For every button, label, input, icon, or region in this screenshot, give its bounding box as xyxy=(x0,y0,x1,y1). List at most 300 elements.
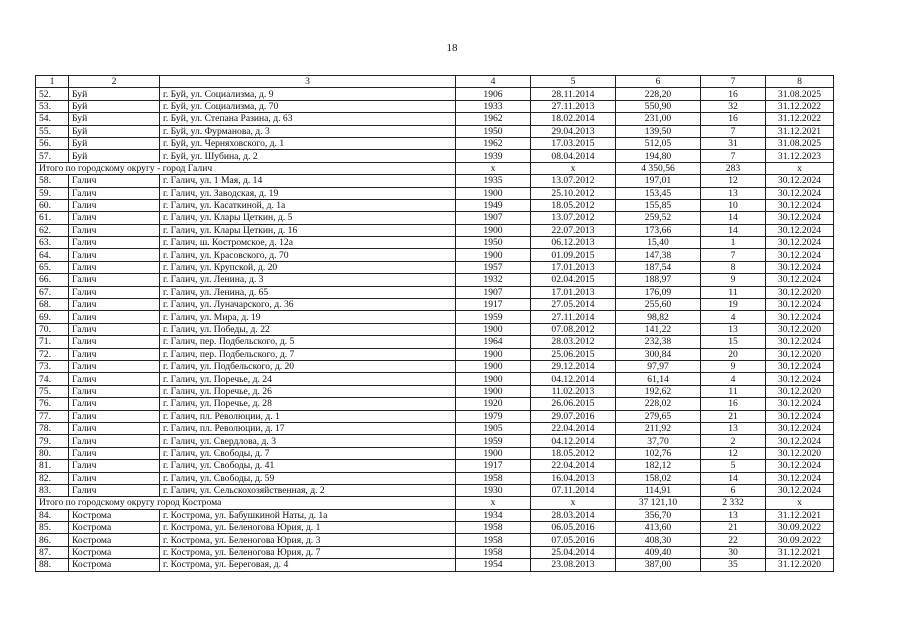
count-cell: 6 xyxy=(701,484,766,496)
city-cell: Галич xyxy=(69,274,160,286)
table-row xyxy=(36,336,834,348)
table-row xyxy=(36,299,834,311)
row-number: 76. xyxy=(36,398,69,410)
year-cell: 1900 xyxy=(456,385,531,397)
address-cell: г. Галич, ул. Красовского, д. 70 xyxy=(160,249,456,261)
count-cell: 11 xyxy=(701,385,766,397)
city-cell: Галич xyxy=(69,435,160,447)
city-cell: Галич xyxy=(69,199,160,211)
city-cell: Галич xyxy=(69,311,160,323)
table-row xyxy=(36,435,834,447)
row-number: 79. xyxy=(36,435,69,447)
count-cell: 4 xyxy=(701,311,766,323)
year-cell: 1907 xyxy=(456,286,531,298)
row-number: 53. xyxy=(36,100,69,112)
address-cell: г. Кострома, ул. Бабушкиной Наты, д. 1а xyxy=(160,509,456,521)
city-cell: Буй xyxy=(69,88,160,100)
year-cell: 1949 xyxy=(456,199,531,211)
deadline-cell: 30.12.2024 xyxy=(766,237,834,249)
area-cell: 176,09 xyxy=(616,286,701,298)
date-cell: х xyxy=(531,162,616,174)
row-number: 59. xyxy=(36,187,69,199)
city-cell: Кострома xyxy=(69,534,160,546)
row-number: 84. xyxy=(36,509,69,521)
area-cell: 408,30 xyxy=(616,534,701,546)
housing-table xyxy=(35,75,834,572)
table-row xyxy=(36,286,834,298)
address-cell: г. Галич, ул. Луначарского, д. 36 xyxy=(160,299,456,311)
area-cell: 194,80 xyxy=(616,150,701,162)
area-cell: 141,22 xyxy=(616,323,701,335)
table-row xyxy=(36,323,834,335)
year-cell: 1917 xyxy=(456,299,531,311)
city-cell: Галич xyxy=(69,299,160,311)
deadline-cell: 30.09.2022 xyxy=(766,522,834,534)
column-header: 3 xyxy=(160,76,456,88)
year-cell: 1958 xyxy=(456,522,531,534)
count-cell: 5 xyxy=(701,460,766,472)
deadline-cell: 30.12.2024 xyxy=(766,249,834,261)
table-row xyxy=(36,237,834,249)
area-cell: 300,84 xyxy=(616,348,701,360)
date-cell: 27.05.2014 xyxy=(531,299,616,311)
area-cell: 279,65 xyxy=(616,410,701,422)
table-row xyxy=(36,311,834,323)
row-number: 64. xyxy=(36,249,69,261)
city-cell: Кострома xyxy=(69,546,160,558)
address-cell: г. Кострома, ул. Береговая, д. 4 xyxy=(160,559,456,571)
year-cell: 1959 xyxy=(456,311,531,323)
table-row xyxy=(36,472,834,484)
count-cell: 19 xyxy=(701,299,766,311)
year-cell: 1906 xyxy=(456,88,531,100)
address-cell: г. Галич, ул. Ленина, д. 3 xyxy=(160,274,456,286)
column-header: 8 xyxy=(766,76,834,88)
count-cell: 13 xyxy=(701,187,766,199)
date-cell: 07.11.2014 xyxy=(531,484,616,496)
area-cell: 211,92 xyxy=(616,422,701,434)
year-cell: 1939 xyxy=(456,150,531,162)
city-cell: Галич xyxy=(69,360,160,372)
row-number: 70. xyxy=(36,323,69,335)
date-cell: 01.09.2015 xyxy=(531,249,616,261)
address-cell: г. Галич, ул. Победы, д. 22 xyxy=(160,323,456,335)
deadline-cell: 30.12.2024 xyxy=(766,274,834,286)
count-cell: 21 xyxy=(701,522,766,534)
date-cell: 25.10.2012 xyxy=(531,187,616,199)
deadline-cell: 30.12.2024 xyxy=(766,484,834,496)
year-cell: х xyxy=(456,497,531,509)
date-cell: 13.07.2012 xyxy=(531,175,616,187)
deadline-cell: х xyxy=(766,497,834,509)
date-cell: 29.07.2016 xyxy=(531,410,616,422)
deadline-cell: 31.12.2023 xyxy=(766,150,834,162)
deadline-cell: 31.12.2021 xyxy=(766,546,834,558)
count-cell: 9 xyxy=(701,274,766,286)
count-cell: 2 332 xyxy=(701,497,766,509)
area-cell: 102,76 xyxy=(616,447,701,459)
year-cell: 1950 xyxy=(456,237,531,249)
date-cell: 22.07.2013 xyxy=(531,224,616,236)
date-cell: 18.05.2012 xyxy=(531,199,616,211)
year-cell: 1920 xyxy=(456,398,531,410)
date-cell: 06.05.2016 xyxy=(531,522,616,534)
date-cell: 29.04.2013 xyxy=(531,125,616,137)
date-cell: х xyxy=(531,497,616,509)
count-cell: 20 xyxy=(701,348,766,360)
date-cell: 17.01.2013 xyxy=(531,286,616,298)
area-cell: 37 121,10 xyxy=(616,497,701,509)
year-cell: 1964 xyxy=(456,336,531,348)
date-cell: 28.03.2012 xyxy=(531,336,616,348)
address-cell: г. Галич, пл. Революции, д. 1 xyxy=(160,410,456,422)
year-cell: 1959 xyxy=(456,435,531,447)
city-cell: Кострома xyxy=(69,509,160,521)
count-cell: 7 xyxy=(701,125,766,137)
area-cell: 114,91 xyxy=(616,484,701,496)
count-cell: 7 xyxy=(701,150,766,162)
row-number: 71. xyxy=(36,336,69,348)
area-cell: 231,00 xyxy=(616,113,701,125)
table-row xyxy=(36,546,834,558)
date-cell: 26.06.2015 xyxy=(531,398,616,410)
city-cell: Буй xyxy=(69,137,160,149)
date-cell: 28.11.2014 xyxy=(531,88,616,100)
address-cell: г. Буй, ул. Степана Разина, д. 63 xyxy=(160,113,456,125)
year-cell: 1900 xyxy=(456,249,531,261)
count-cell: 2 xyxy=(701,435,766,447)
date-cell: 04.12.2014 xyxy=(531,373,616,385)
date-cell: 11.02.2013 xyxy=(531,385,616,397)
city-cell: Буй xyxy=(69,113,160,125)
count-cell: 12 xyxy=(701,447,766,459)
total-row xyxy=(36,162,834,174)
table-row xyxy=(36,224,834,236)
deadline-cell: 30.09.2022 xyxy=(766,534,834,546)
count-cell: 4 xyxy=(701,373,766,385)
row-number: 72. xyxy=(36,348,69,360)
area-cell: 413,60 xyxy=(616,522,701,534)
table-row xyxy=(36,175,834,187)
row-number: 54. xyxy=(36,113,69,125)
row-number: 81. xyxy=(36,460,69,472)
column-number-header-row xyxy=(36,76,834,88)
column-header: 4 xyxy=(456,76,531,88)
row-number: 55. xyxy=(36,125,69,137)
row-number: 88. xyxy=(36,559,69,571)
year-cell: 1934 xyxy=(456,509,531,521)
count-cell: 13 xyxy=(701,509,766,521)
area-cell: 4 350,56 xyxy=(616,162,701,174)
deadline-cell: 30.12.2020 xyxy=(766,286,834,298)
count-cell: 31 xyxy=(701,137,766,149)
address-cell: г. Галич, ул. Свободы, д. 7 xyxy=(160,447,456,459)
table-row xyxy=(36,522,834,534)
deadline-cell: 30.12.2024 xyxy=(766,422,834,434)
city-cell: Галич xyxy=(69,447,160,459)
area-cell: 97,97 xyxy=(616,360,701,372)
row-number: 82. xyxy=(36,472,69,484)
date-cell: 06.12.2013 xyxy=(531,237,616,249)
city-cell: Галич xyxy=(69,175,160,187)
year-cell: 1917 xyxy=(456,460,531,472)
address-cell: г. Галич, ул. Свободы, д. 41 xyxy=(160,460,456,472)
area-cell: 197,01 xyxy=(616,175,701,187)
city-cell: Галич xyxy=(69,237,160,249)
year-cell: 1954 xyxy=(456,559,531,571)
deadline-cell: 31.12.2022 xyxy=(766,100,834,112)
count-cell: 13 xyxy=(701,323,766,335)
deadline-cell: 30.12.2024 xyxy=(766,199,834,211)
deadline-cell: 30.12.2020 xyxy=(766,447,834,459)
total-label: Итого по городскому округу - город Галич xyxy=(36,162,456,174)
address-cell: г. Галич, пер. Подбельского, д. 5 xyxy=(160,336,456,348)
year-cell: 1900 xyxy=(456,373,531,385)
year-cell: 1905 xyxy=(456,422,531,434)
address-cell: г. Галич, ул. Поречье, д. 28 xyxy=(160,398,456,410)
year-cell: 1962 xyxy=(456,113,531,125)
address-cell: г. Кострома, ул. Беленогова Юрия, д. 1 xyxy=(160,522,456,534)
date-cell: 29.12.2014 xyxy=(531,360,616,372)
city-cell: Галич xyxy=(69,212,160,224)
year-cell: 1950 xyxy=(456,125,531,137)
deadline-cell: 30.12.2024 xyxy=(766,187,834,199)
table-row xyxy=(36,125,834,137)
table-row xyxy=(36,199,834,211)
deadline-cell: 30.12.2024 xyxy=(766,435,834,447)
date-cell: 04.12.2014 xyxy=(531,435,616,447)
count-cell: 7 xyxy=(701,249,766,261)
row-number: 73. xyxy=(36,360,69,372)
year-cell: 1900 xyxy=(456,323,531,335)
page-number: 18 xyxy=(446,42,458,54)
table-row xyxy=(36,360,834,372)
area-cell: 98,82 xyxy=(616,311,701,323)
city-cell: Галич xyxy=(69,224,160,236)
count-cell: 16 xyxy=(701,113,766,125)
address-cell: г. Галич, ул. Крупской, д. 20 xyxy=(160,261,456,273)
date-cell: 18.02.2014 xyxy=(531,113,616,125)
address-cell: г. Галич, ул. Свердлова, д. 3 xyxy=(160,435,456,447)
city-cell: Буй xyxy=(69,100,160,112)
city-cell: Галич xyxy=(69,460,160,472)
deadline-cell: 30.12.2020 xyxy=(766,385,834,397)
row-number: 68. xyxy=(36,299,69,311)
area-cell: 409,40 xyxy=(616,546,701,558)
city-cell: Буй xyxy=(69,125,160,137)
count-cell: 14 xyxy=(701,212,766,224)
date-cell: 23.08.2013 xyxy=(531,559,616,571)
year-cell: 1935 xyxy=(456,175,531,187)
year-cell: 1933 xyxy=(456,100,531,112)
year-cell: 1957 xyxy=(456,261,531,273)
area-cell: 232,38 xyxy=(616,336,701,348)
count-cell: 11 xyxy=(701,286,766,298)
row-number: 75. xyxy=(36,385,69,397)
table-row xyxy=(36,274,834,286)
year-cell: 1958 xyxy=(456,472,531,484)
area-cell: 61,14 xyxy=(616,373,701,385)
date-cell: 18.05.2012 xyxy=(531,447,616,459)
area-cell: 139,50 xyxy=(616,125,701,137)
date-cell: 07.05.2016 xyxy=(531,534,616,546)
year-cell: 1900 xyxy=(456,348,531,360)
year-cell: 1958 xyxy=(456,534,531,546)
area-cell: 187,54 xyxy=(616,261,701,273)
date-cell: 17.03.2015 xyxy=(531,137,616,149)
area-cell: 153,45 xyxy=(616,187,701,199)
city-cell: Галич xyxy=(69,422,160,434)
table-row xyxy=(36,261,834,273)
table-row xyxy=(36,509,834,521)
column-header: 2 xyxy=(69,76,160,88)
city-cell: Галич xyxy=(69,323,160,335)
column-header: 7 xyxy=(701,76,766,88)
city-cell: Кострома xyxy=(69,522,160,534)
year-cell: 1900 xyxy=(456,187,531,199)
count-cell: 21 xyxy=(701,410,766,422)
table-row xyxy=(36,460,834,472)
column-header: 5 xyxy=(531,76,616,88)
count-cell: 15 xyxy=(701,336,766,348)
count-cell: 8 xyxy=(701,261,766,273)
area-cell: 182,12 xyxy=(616,460,701,472)
address-cell: г. Галич, ул. Подбельского, д. 20 xyxy=(160,360,456,372)
count-cell: 14 xyxy=(701,224,766,236)
deadline-cell: 30.12.2024 xyxy=(766,460,834,472)
city-cell: Галич xyxy=(69,484,160,496)
row-number: 66. xyxy=(36,274,69,286)
row-number: 62. xyxy=(36,224,69,236)
area-cell: 512,05 xyxy=(616,137,701,149)
table-row xyxy=(36,447,834,459)
deadline-cell: 30.12.2024 xyxy=(766,175,834,187)
year-cell: х xyxy=(456,162,531,174)
area-cell: 173,66 xyxy=(616,224,701,236)
area-cell: 259,52 xyxy=(616,212,701,224)
table-row xyxy=(36,385,834,397)
address-cell: г. Галич, ул. Ленина, д. 65 xyxy=(160,286,456,298)
city-cell: Галич xyxy=(69,398,160,410)
row-number: 56. xyxy=(36,137,69,149)
area-cell: 37,70 xyxy=(616,435,701,447)
date-cell: 27.11.2013 xyxy=(531,100,616,112)
date-cell: 22.04.2014 xyxy=(531,422,616,434)
count-cell: 10 xyxy=(701,199,766,211)
year-cell: 1962 xyxy=(456,137,531,149)
row-number: 83. xyxy=(36,484,69,496)
city-cell: Галич xyxy=(69,385,160,397)
deadline-cell: 30.12.2024 xyxy=(766,311,834,323)
city-cell: Галич xyxy=(69,261,160,273)
city-cell: Кострома xyxy=(69,559,160,571)
city-cell: Буй xyxy=(69,150,160,162)
deadline-cell: 30.12.2020 xyxy=(766,348,834,360)
date-cell: 28.03.2014 xyxy=(531,509,616,521)
deadline-cell: 30.12.2024 xyxy=(766,360,834,372)
address-cell: г. Галич, ул. Сельскохозяйственная, д. 2 xyxy=(160,484,456,496)
address-cell: г. Буй, ул. Шубина, д. 2 xyxy=(160,150,456,162)
date-cell: 25.06.2015 xyxy=(531,348,616,360)
total-label: Итого по городскому округу город Кострома xyxy=(36,497,456,509)
address-cell: г. Буй, ул. Социализма, д. 9 xyxy=(160,88,456,100)
deadline-cell: х xyxy=(766,162,834,174)
row-number: 63. xyxy=(36,237,69,249)
deadline-cell: 31.12.2021 xyxy=(766,125,834,137)
row-number: 78. xyxy=(36,422,69,434)
address-cell: г. Галич, пл. Революции, д. 17 xyxy=(160,422,456,434)
area-cell: 192,62 xyxy=(616,385,701,397)
address-cell: г. Галич, ул. Касаткиной, д. 1а xyxy=(160,199,456,211)
area-cell: 228,20 xyxy=(616,88,701,100)
date-cell: 13.07.2012 xyxy=(531,212,616,224)
year-cell: 1958 xyxy=(456,546,531,558)
row-number: 52. xyxy=(36,88,69,100)
date-cell: 02.04.2015 xyxy=(531,274,616,286)
deadline-cell: 30.12.2024 xyxy=(766,373,834,385)
address-cell: г. Галич, ул. 1 Мая, д. 14 xyxy=(160,175,456,187)
address-cell: г. Буй, ул. Черняховского, д. 1 xyxy=(160,137,456,149)
date-cell: 25.04.2014 xyxy=(531,546,616,558)
table-row xyxy=(36,422,834,434)
date-cell: 27.11.2014 xyxy=(531,311,616,323)
address-cell: г. Кострома, ул. Беленогова Юрия, д. 3 xyxy=(160,534,456,546)
row-number: 69. xyxy=(36,311,69,323)
city-cell: Галич xyxy=(69,472,160,484)
area-cell: 155,85 xyxy=(616,199,701,211)
deadline-cell: 30.12.2024 xyxy=(766,299,834,311)
year-cell: 1907 xyxy=(456,212,531,224)
table-row xyxy=(36,559,834,571)
area-cell: 356,70 xyxy=(616,509,701,521)
address-cell: г. Галич, ул. Заводская, д. 19 xyxy=(160,187,456,199)
column-header: 1 xyxy=(36,76,69,88)
table-row xyxy=(36,398,834,410)
count-cell: 13 xyxy=(701,422,766,434)
row-number: 58. xyxy=(36,175,69,187)
deadline-cell: 31.12.2020 xyxy=(766,559,834,571)
date-cell: 16.04.2013 xyxy=(531,472,616,484)
count-cell: 1 xyxy=(701,237,766,249)
table-row xyxy=(36,150,834,162)
row-number: 77. xyxy=(36,410,69,422)
address-cell: г. Галич, пер. Подбельского, д. 7 xyxy=(160,348,456,360)
table-body xyxy=(36,76,834,572)
city-cell: Галич xyxy=(69,286,160,298)
deadline-cell: 31.08.2025 xyxy=(766,137,834,149)
deadline-cell: 31.12.2021 xyxy=(766,509,834,521)
deadline-cell: 30.12.2024 xyxy=(766,398,834,410)
table-row xyxy=(36,249,834,261)
row-number: 85. xyxy=(36,522,69,534)
address-cell: г. Буй, ул. Социализма, д. 70 xyxy=(160,100,456,112)
year-cell: 1900 xyxy=(456,224,531,236)
deadline-cell: 30.12.2024 xyxy=(766,472,834,484)
deadline-cell: 30.12.2024 xyxy=(766,212,834,224)
table-row xyxy=(36,137,834,149)
count-cell: 22 xyxy=(701,534,766,546)
date-cell: 22.04.2014 xyxy=(531,460,616,472)
address-cell: г. Галич, ул. Мира, д. 19 xyxy=(160,311,456,323)
city-cell: Галич xyxy=(69,187,160,199)
column-header: 6 xyxy=(616,76,701,88)
address-cell: г. Галич, ул. Свободы, д. 59 xyxy=(160,472,456,484)
count-cell: 35 xyxy=(701,559,766,571)
row-number: 80. xyxy=(36,447,69,459)
address-cell: г. Галич, ул. Клары Цеткин, д. 16 xyxy=(160,224,456,236)
year-cell: 1932 xyxy=(456,274,531,286)
table-row xyxy=(36,187,834,199)
